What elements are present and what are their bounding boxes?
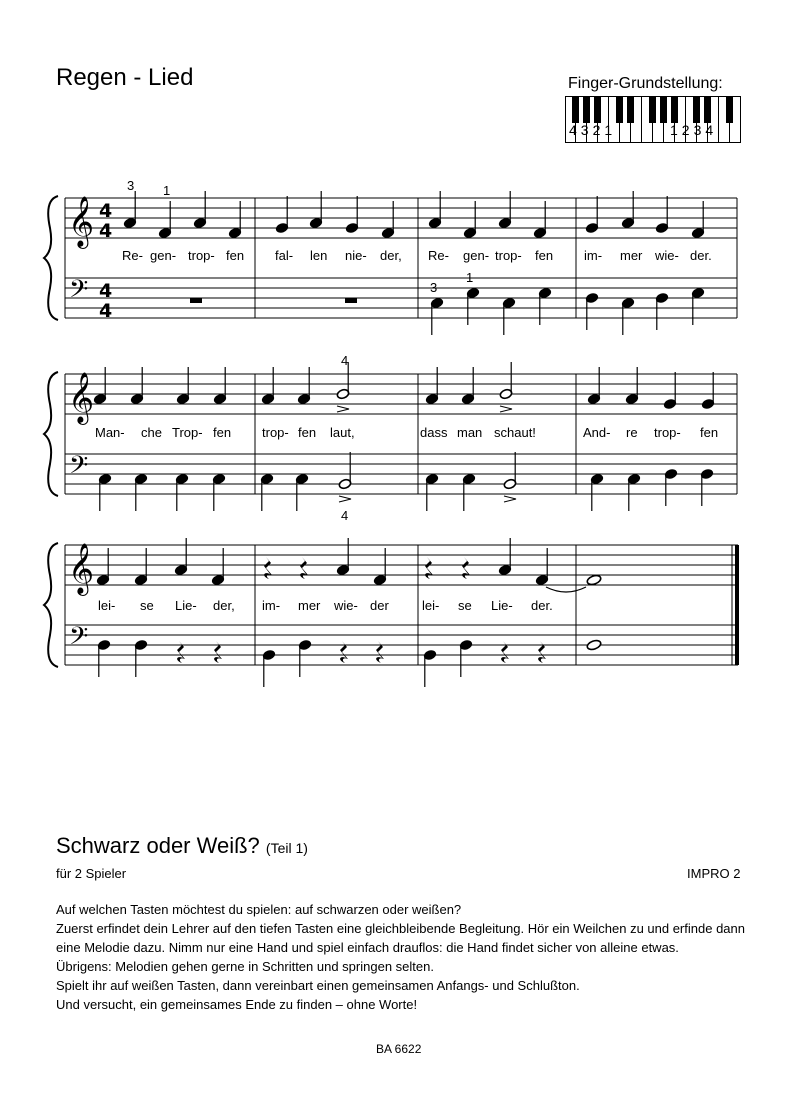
- lyric: trop-: [262, 425, 289, 440]
- section-title: [56, 833, 308, 859]
- tie: [546, 587, 586, 592]
- lyric: Lie-: [175, 598, 197, 613]
- lyric: man: [457, 425, 483, 440]
- lyric: fen: [535, 248, 554, 263]
- whole-rest: [345, 298, 357, 303]
- lyric: re: [626, 425, 638, 440]
- fingering-number: 1: [163, 183, 171, 198]
- lyric: len: [310, 248, 328, 263]
- fingering-number: 3: [127, 178, 135, 193]
- fingering-number: 4: [341, 353, 349, 368]
- brace-1: [44, 196, 58, 320]
- lyric: And-: [583, 425, 611, 440]
- brace-2: [44, 372, 58, 496]
- players-note: für 2 Spieler: [56, 866, 127, 881]
- section-subtitle: (Teil 1): [265, 840, 308, 856]
- time-sig: 4: [99, 280, 113, 302]
- lyric: se: [140, 598, 154, 613]
- paragraph: Übrigens: Melodien gehen gerne in Schritten und springen selten.: [56, 959, 434, 974]
- time-sig: 4: [99, 200, 113, 222]
- lyric: Man-: [95, 425, 125, 440]
- quarter-rest: [501, 641, 509, 663]
- fingering-number: 1: [466, 270, 474, 285]
- staff-bass-1: [65, 278, 737, 318]
- lyric: wie-: [655, 248, 679, 263]
- lyric: trop-: [188, 248, 215, 263]
- bass-clef: 𝄢: [69, 451, 89, 486]
- paragraph: Spielt ihr auf weißen Tasten, dann vereinbart einen gemeinsamen Anfangs- und Schlußton.: [56, 978, 580, 993]
- lyric: mer: [620, 248, 643, 263]
- final-barline: [735, 545, 739, 665]
- bass-clef: 𝄢: [69, 275, 89, 310]
- staff-treble-3: [65, 545, 738, 585]
- brace-3: [44, 543, 58, 667]
- quarter-rest: [177, 641, 185, 663]
- time-sig: 4: [99, 220, 113, 242]
- whole-rest: [190, 298, 202, 303]
- quarter-rest: [300, 557, 308, 579]
- fingering-number: 3: [430, 280, 438, 295]
- quarter-rest: [214, 641, 222, 663]
- lyric: im-: [584, 248, 603, 263]
- lyric: fal-: [275, 248, 294, 263]
- paragraph: Auf welchen Tasten möchtest du spielen: auf schwarzen oder weißen?: [56, 902, 462, 917]
- lyric: fen: [298, 425, 317, 440]
- finger-position-label: Finger-Grundstellung:: [568, 75, 723, 92]
- lyric: Lie-: [491, 598, 513, 613]
- lyric: der,: [380, 248, 402, 263]
- note-head: [586, 574, 602, 586]
- lyric: im-: [262, 598, 281, 613]
- quarter-rest: [376, 641, 384, 663]
- lyric: nie-: [345, 248, 367, 263]
- lyric: wie-: [334, 598, 358, 613]
- lyric: der,: [213, 598, 235, 613]
- staff-bass-2: [65, 454, 737, 494]
- lyric: der.: [531, 598, 553, 613]
- treble-clef: 𝄞: [68, 543, 95, 594]
- bass-clef: 𝄢: [69, 622, 89, 657]
- lyric: schaut!: [494, 425, 536, 440]
- staff-bass-3: [65, 625, 738, 665]
- treble-clef: 𝄞: [68, 372, 95, 423]
- lyric: fen: [700, 425, 719, 440]
- left-hand-fingering: 4321: [569, 122, 617, 138]
- lyric: der: [370, 598, 389, 613]
- accent-mark: [504, 496, 516, 502]
- quarter-rest: [462, 557, 470, 579]
- lyric: laut,: [330, 425, 355, 440]
- staff-treble-2: [65, 374, 737, 414]
- lyric: Trop-: [172, 425, 203, 440]
- instructions-text: [56, 900, 756, 1014]
- fingering-number: 4: [341, 508, 349, 523]
- accent-mark: [500, 406, 512, 412]
- quarter-rest: [340, 641, 348, 663]
- right-hand-fingering: 1234: [670, 122, 718, 138]
- lyric: fen: [213, 425, 232, 440]
- song-title: Regen - Lied: [56, 64, 194, 91]
- lyric: trop-: [654, 425, 681, 440]
- paragraph: Zuerst erfindet dein Lehrer auf den tiefen Tasten eine gleichbleibende Begleitung. Hör ein Weilchen zu und erfinde dann eine Melodie dazu. Nimm nur eine Hand und spiel einfach drauflos: die Hand findet sicher von alleine etwas.: [56, 921, 745, 955]
- lyric: Re-: [122, 248, 143, 263]
- quarter-rest: [425, 557, 433, 579]
- impro-tag: IMPRO 2: [687, 866, 741, 881]
- lyric: der.: [690, 248, 712, 263]
- lyric: se: [458, 598, 472, 613]
- system-3: [65, 545, 738, 665]
- lyric: Re-: [428, 248, 449, 263]
- lyric: trop-: [495, 248, 522, 263]
- lyric: lei-: [98, 598, 116, 613]
- accent-mark: [339, 496, 351, 502]
- quarter-rest: [264, 557, 272, 579]
- lyric: gen-: [150, 248, 177, 263]
- note-head: [586, 639, 602, 651]
- quarter-rest: [538, 641, 546, 663]
- accent-mark: [337, 406, 349, 412]
- lyric: che: [141, 425, 162, 440]
- lyric: dass: [420, 425, 448, 440]
- treble-clef: 𝄞: [68, 196, 95, 247]
- paragraph: Und versucht, ein gemeinsames Ende zu finden – ohne Worte!: [56, 997, 418, 1012]
- time-sig: 4: [99, 300, 113, 322]
- lyric: lei-: [422, 598, 440, 613]
- section-title-text: Schwarz oder Weiß?: [56, 833, 260, 858]
- lyric: fen: [226, 248, 245, 263]
- page-id: BA 6622: [376, 1042, 422, 1056]
- lyric: gen-: [463, 248, 490, 263]
- lyric: mer: [298, 598, 321, 613]
